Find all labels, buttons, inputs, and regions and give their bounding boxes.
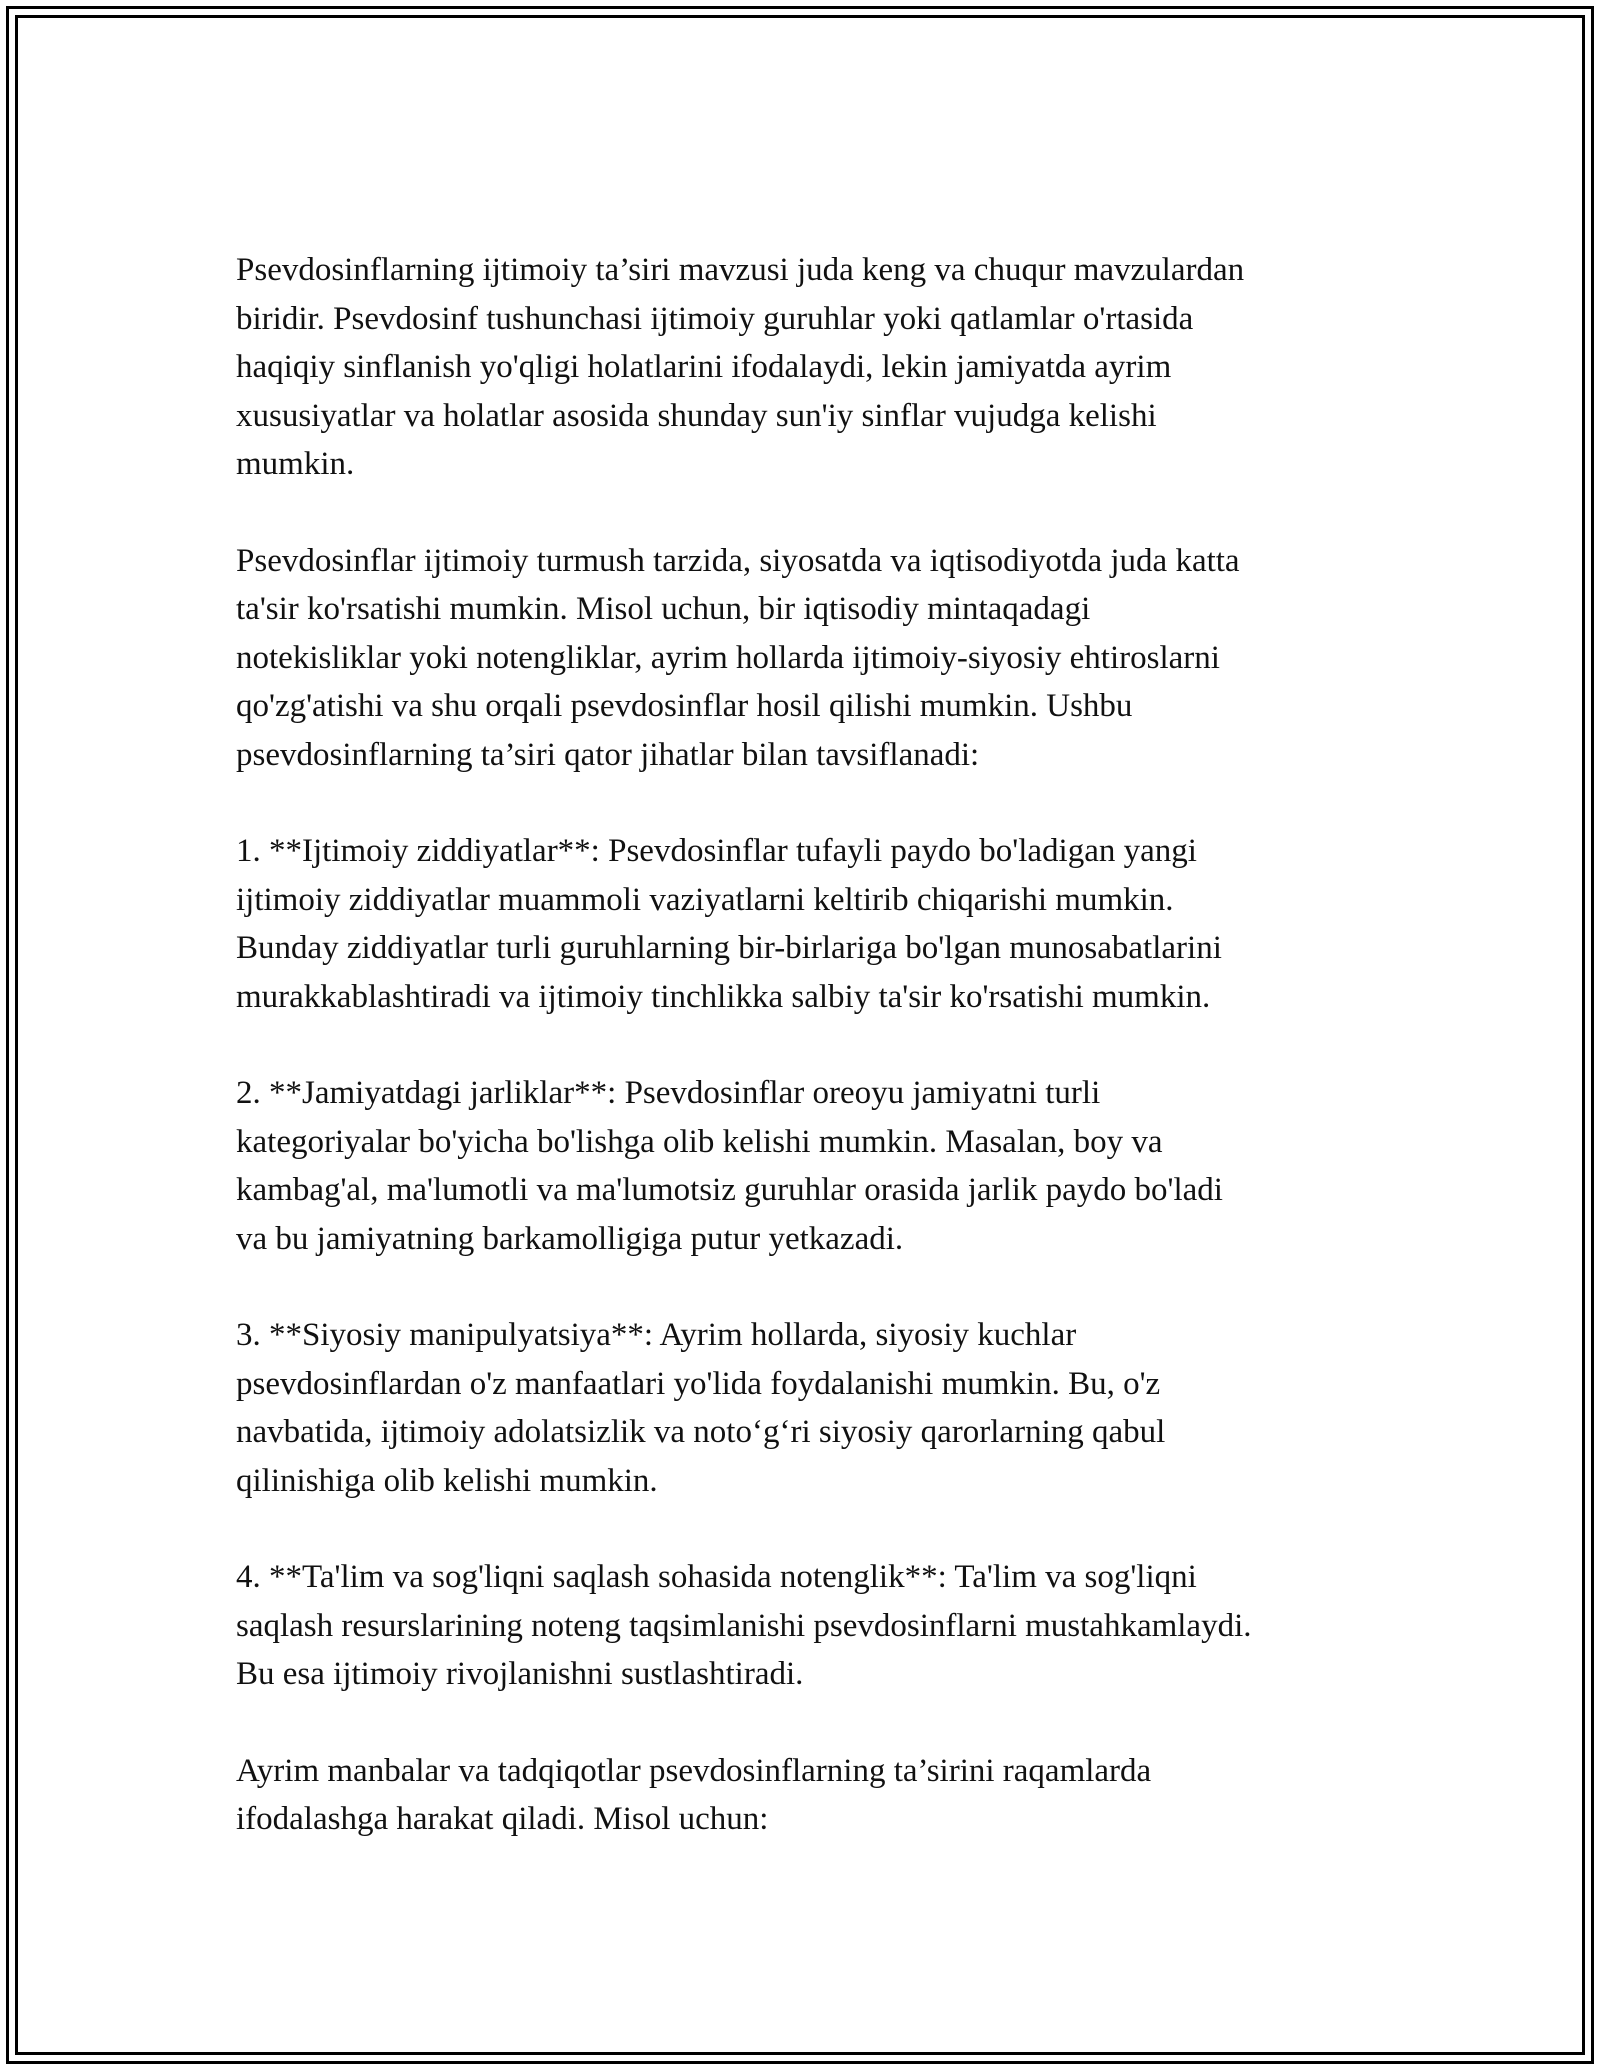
intro-paragraph: Psevdosinflarning ijtimoiy ta’siri mavzusi juda keng va chuqur mavzulardan biridir. Psevdosinf tushunchasi ijtimoiy guruhlar yoki qatlamlar o'rtasida haqiqiy sinflanish yo'qligi holatlarini ifodalaydi, lekin jamiyatda ayrim xususiyatlar va holatlar asosida shunday sun'iy sinflar vujudga kelishi mumkin.	[236, 252, 1245, 482]
list-item-political-manipulation: 3. **Siyosiy manipulyatsiya**: Ayrim hollarda, siyosiy kuchlar psevdosinflardan o'z manfaatlari yo'lida foydalanishi mumkin. Bu, o'z navbatida, ijtimoiy adolatsizlik va noto‘g‘ri siyosiy qarorlarning qabul qilinishiga olib kelishi mumkin.	[236, 1317, 1166, 1499]
closing-paragraph: Ayrim manbalar va tadqiqotlar psevdosinflarning ta’sirini raqamlarda ifodalashga harakat qiladi. Misol uchun:	[236, 1752, 1152, 1837]
impact-paragraph: Psevdosinflar ijtimoiy turmush tarzida, siyosatda va iqtisodiyotda juda katta ta'sir ko'rsatishi mumkin. Misol uchun, bir iqtisodiy mintaqadagi notekisliklar yoki notengliklar, ayrim hollarda ijtimoiy-siyosiy ehtiroslarni qo'zg'atishi va shu orqali psevdosinflar hosil qilishi mumkin. Ushbu psevdosinflarning ta’siri qator jihatlar bilan tavsiflanadi:	[236, 542, 1240, 773]
document-body	[236, 246, 1376, 1892]
list-item-social-conflicts: 1. **Ijtimoiy ziddiyatlar**: Psevdosinflar tufayli paydo bo'ladigan yangi ijtimoiy ziddiyatlar muammoli vaziyatlarni keltirib chiqarishi mumkin. Bunday ziddiyatlar turli guruhlarning bir-birlariga bo'lgan munosabatlarini murakkablashtiradi va ijtimoiy tinchlikka salbiy ta'sir ko'rsatishi mumkin.	[236, 833, 1222, 1015]
list-item-education-health-inequality: 4. **Ta'lim va sog'liqni saqlash sohasida notenglik**: Ta'lim va sog'liqni saqlash resurslarining noteng taqsimlanishi psevdosinflarni mustahkamlaydi. Bu esa ijtimoiy rivojlanishni sustlashtiradi.	[236, 1559, 1252, 1692]
list-item-social-divides: 2. **Jamiyatdagi jarliklar**: Psevdosinflar oreoyu jamiyatni turli kategoriyalar bo'yicha bo'lishga olib kelishi mumkin. Masalan, boy va kambag'al, ma'lumotli va ma'lumotsiz guruhlar orasida jarlik paydo bo'ladi va bu jamiyatning barkamolligiga putur yetkazadi.	[236, 1075, 1223, 1257]
